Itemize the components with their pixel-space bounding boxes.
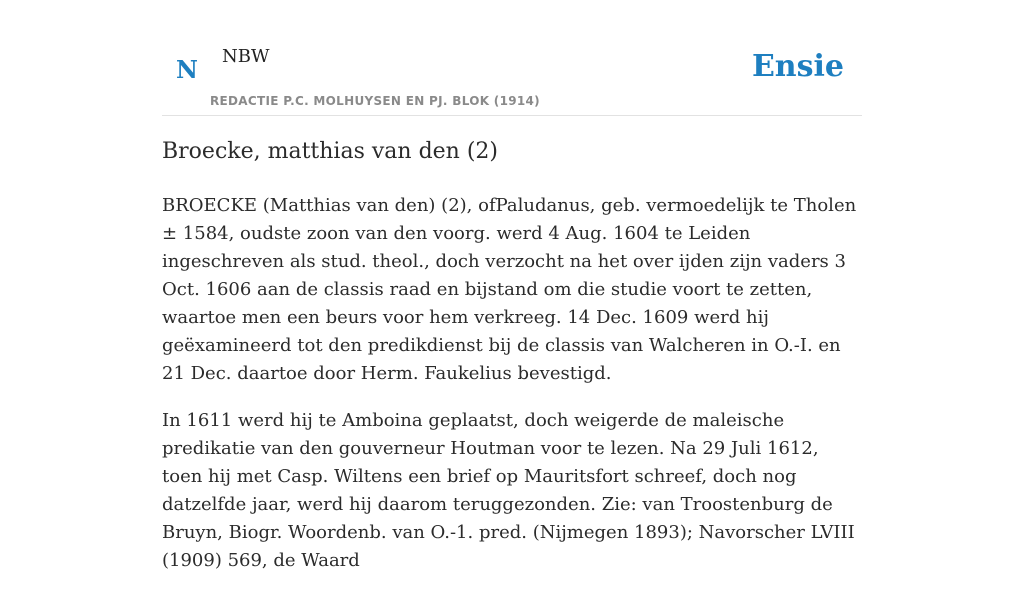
article-paragraph: BROECKE (Matthias van den) (2), ofPaludanus, geb. vermoedelijk te Tholen ± 1584, oudste zoon van den voorg. werd 4 Aug. 1604 te Leiden ingeschreven als stud. theol., doch verzocht na het over ijden zijn vaders 3 Oct. 1606 aan de classis raad en bijstand om die studie voort te zetten, waartoe men een beurs voor hem verkreeg. 14 Dec. 1609 werd hij geëxamineerd tot den predikdienst bij de classis van Walcheren in O.-I. en 21 Dec. daartoe door Herm. Faukelius bevestigd. [162,195,857,384]
source-editors: REDACTIE P.C. MOLHUYSEN EN PJ. BLOK (1914) [210,94,540,108]
article-paragraph: In 1611 werd hij te Amboina geplaatst, doch weigerde de maleische predikatie van den gouverneur Houtman voor te lezen. Na 29 Juli 1612, toen hij met Casp. Wiltens een brief op Mauritsfort schreef, doch nog datzelfde jaar, werd hij daarom teruggezonden. Zie: van Troostenburg de Bruyn, Biogr. Woordenb. van O.-1. pred. (Nijmegen 1893); Navorscher LVIII (1909) 569, de Waard [162,410,855,571]
ensie-logo-link[interactable]: Ensie [751,49,844,84]
article-body [162,192,862,594]
source-name[interactable]: NBW [222,46,270,67]
source-logo-icon: N [176,55,198,84]
article-title: Broecke, matthias van den (2) [162,139,499,164]
page-header [162,38,862,116]
